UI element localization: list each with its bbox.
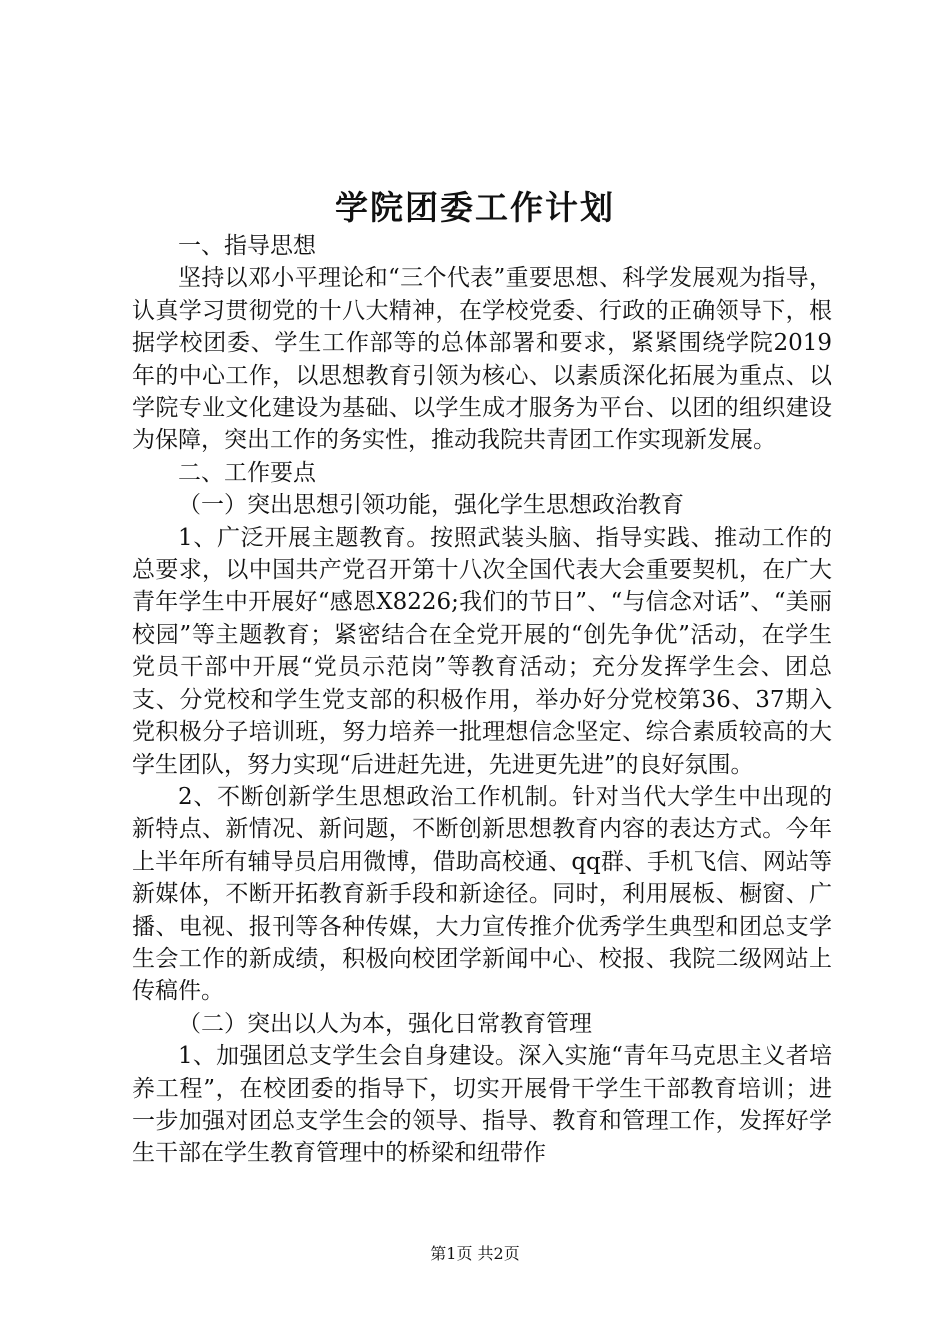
- paragraph-self-construction: 1、加强团总支学生会自身建设。深入实施“青年马克思主义者培养工程”，在校团委的指导下，切实开展骨干学生干部教育培训；进一步加强对团总支学生会的领导、指导、教育和管理工作，发挥好学生干部在学生教育管理中的桥梁和纽带作: [132, 1043, 832, 1167]
- subsection-heading-ideological-guidance: （一）突出思想引领功能，强化学生思想政治教育: [178, 492, 684, 519]
- document-body: [132, 230, 832, 1170]
- subsection-heading-people-oriented: （二）突出以人为本，强化日常教育管理: [178, 1010, 592, 1037]
- page-number-footer: 第1页 共2页: [430, 1244, 520, 1263]
- section-heading-guiding-ideology: 一、指导思想: [178, 233, 316, 259]
- document-title: 学院团委工作计划: [335, 188, 615, 227]
- paragraph-theme-education: 1、广泛开展主题教育。按照武装头脑、指导实践、推动工作的总要求，以中国共产党召开第十八次全国代表大会重要契机，在广大青年学生中开展好“感恩X8226;我们的节日”、“与信念对话”、“美丽校园”等主题教育；紧密结合在全党开展的“创先争优”活动，在学生党员干部中开展“党员示范岗”等教育活动；充分发挥学生会、团总支、分党校和学生党支部的积极作用，举办好分党校第36、37期入党积极分子培训班，努力培养一批理想信念坚定、综合素质较高的大学生团队，努力实现“后进赶先进，先进更先进”的良好氛围。: [132, 524, 832, 778]
- section-heading-work-points: 二、工作要点: [178, 459, 316, 486]
- paragraph-guiding-ideology: 坚持以邓小平理论和“三个代表”重要思想、科学发展观为指导，认真学习贯彻党的十八大精神，在学校党委、行政的正确领导下，根据学校团委、学生工作部等的总体部署和要求，紧紧围绕学院2019年的中心工作，以思想教育引领为核心、以素质深化拓展为重点、以学院专业文化建设为基础、以学生成才服务为平台、以团的组织建设为保障，突出工作的务实性，推动我院共青团工作实现新发展。: [132, 265, 832, 454]
- paragraph-work-mechanism: 2、不断创新学生思想政治工作机制。针对当代大学生中出现的新特点、新情况、新问题，不断创新思想教育内容的表达方式。今年上半年所有辅导员启用微博，借助高校通、qq群、手机飞信、网站等新媒体，不断开拓教育新手段和新途径。同时，利用展板、橱窗、广播、电视、报刊等各种传媒，大力宣传推介优秀学生典型和团总支学生会工作的新成绩，积极向校团学新闻中心、校报、我院二级网站上传稿件。: [132, 783, 832, 1005]
